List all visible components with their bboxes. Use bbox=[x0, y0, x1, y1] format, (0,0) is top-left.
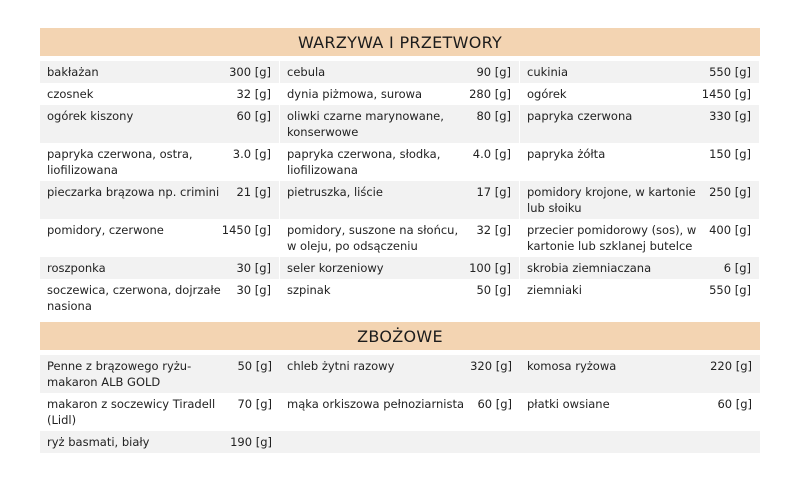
item-amount: 400 [g] bbox=[709, 223, 751, 237]
item-name: ryż basmati, biały bbox=[47, 435, 150, 449]
item-name: cukinia bbox=[527, 65, 568, 79]
item-name: chleb żytni razowy bbox=[287, 359, 395, 373]
item-name: dynia piżmowa, surowa bbox=[287, 87, 423, 101]
item-amount: 100 [g] bbox=[469, 261, 511, 275]
item-amount: 330 [g] bbox=[709, 109, 751, 123]
item-amount: 21 [g] bbox=[236, 185, 271, 199]
list-item bbox=[520, 61, 760, 83]
item-amount: 150 [g] bbox=[709, 147, 751, 161]
section-header-vegetables: WARZYWA I PRZETWORY bbox=[40, 28, 760, 56]
item-name: pomidory, czerwone bbox=[47, 223, 164, 237]
list-item bbox=[280, 143, 520, 181]
list-item bbox=[520, 181, 760, 219]
item-amount: 17 [g] bbox=[476, 185, 511, 199]
shopping-list bbox=[40, 28, 760, 458]
list-item bbox=[520, 143, 760, 181]
list-item bbox=[40, 257, 280, 279]
item-amount: 50 [g] bbox=[237, 359, 272, 373]
item-amount: 90 [g] bbox=[476, 65, 511, 79]
item-name: pomidory krojone, w kartonie lub słoiku bbox=[527, 185, 696, 215]
list-item bbox=[280, 61, 520, 83]
list-item bbox=[520, 257, 760, 279]
item-amount: 32 [g] bbox=[476, 223, 511, 237]
list-item bbox=[40, 355, 280, 393]
item-amount: 1450 [g] bbox=[221, 223, 271, 237]
item-amount: 1450 [g] bbox=[701, 87, 751, 101]
item-name: seler korzeniowy bbox=[287, 261, 384, 275]
list-item bbox=[280, 181, 520, 219]
list-item bbox=[40, 431, 280, 453]
list-item bbox=[280, 393, 520, 431]
item-name: oliwki czarne marynowane, konserwowe bbox=[287, 109, 444, 139]
item-amount: 280 [g] bbox=[469, 87, 511, 101]
list-item bbox=[280, 279, 520, 317]
list-item bbox=[40, 105, 280, 143]
item-amount: 30 [g] bbox=[236, 283, 271, 297]
item-amount: 300 [g] bbox=[229, 65, 271, 79]
list-item bbox=[280, 257, 520, 279]
list-item bbox=[280, 431, 520, 453]
list-item bbox=[280, 219, 520, 257]
item-amount: 6 [g] bbox=[723, 261, 751, 275]
item-amount: 50 [g] bbox=[476, 283, 511, 297]
list-item bbox=[520, 83, 760, 105]
item-amount: 60 [g] bbox=[717, 397, 752, 411]
list-item bbox=[40, 393, 280, 431]
item-name: płatki owsiane bbox=[527, 397, 610, 411]
item-name: komosa ryżowa bbox=[527, 359, 617, 373]
list-item bbox=[520, 105, 760, 143]
list-item bbox=[280, 83, 520, 105]
section-grid-grains bbox=[40, 355, 760, 453]
item-amount: 32 [g] bbox=[236, 87, 271, 101]
item-amount: 70 [g] bbox=[237, 397, 272, 411]
item-name: papryka czerwona, słodka, liofilizowana bbox=[287, 147, 441, 177]
item-name: mąka orkiszowa pełnoziarnista bbox=[287, 397, 465, 411]
item-amount: 220 [g] bbox=[710, 359, 752, 373]
list-item bbox=[40, 61, 280, 83]
item-amount: 250 [g] bbox=[709, 185, 751, 199]
list-item bbox=[40, 83, 280, 105]
item-amount: 3.0 [g] bbox=[232, 147, 271, 161]
item-amount: 550 [g] bbox=[709, 283, 751, 297]
list-item bbox=[40, 181, 280, 219]
list-item bbox=[280, 355, 520, 393]
item-amount: 60 [g] bbox=[236, 109, 271, 123]
item-name: skrobia ziemniaczana bbox=[527, 261, 652, 275]
item-name: bakłażan bbox=[47, 65, 99, 79]
item-name: szpinak bbox=[287, 283, 331, 297]
item-name: pieczarka brązowa np. crimini bbox=[47, 185, 220, 199]
section-header-grains: ZBOŻOWE bbox=[40, 322, 760, 350]
list-item bbox=[520, 219, 760, 257]
list-item bbox=[40, 143, 280, 181]
item-name: papryka czerwona bbox=[527, 109, 633, 123]
list-item bbox=[40, 219, 280, 257]
item-name: ogórek kiszony bbox=[47, 109, 134, 123]
item-name: przecier pomidorowy (sos), w kartonie lub szklanej butelce bbox=[527, 223, 697, 253]
item-name: soczewica, czerwona, dojrzałe nasiona bbox=[47, 283, 221, 313]
item-amount: 80 [g] bbox=[476, 109, 511, 123]
item-name: papryka czerwona, ostra, liofilizowana bbox=[47, 147, 193, 177]
item-name: makaron z soczewicy Tiradell (Lidl) bbox=[47, 397, 216, 427]
item-name: cebula bbox=[287, 65, 326, 79]
item-name: roszponka bbox=[47, 261, 106, 275]
list-item bbox=[520, 279, 760, 317]
item-amount: 30 [g] bbox=[236, 261, 271, 275]
item-name: czosnek bbox=[47, 87, 94, 101]
item-amount: 4.0 [g] bbox=[472, 147, 511, 161]
item-amount: 60 [g] bbox=[477, 397, 512, 411]
item-name: ogórek bbox=[527, 87, 567, 101]
item-name: pietruszka, liście bbox=[287, 185, 383, 199]
item-name: papryka żółta bbox=[527, 147, 606, 161]
list-item bbox=[520, 431, 760, 453]
item-name: pomidory, suszone na słońcu, w oleju, po odsączeniu bbox=[287, 223, 459, 253]
item-amount: 550 [g] bbox=[709, 65, 751, 79]
item-name: Penne z brązowego ryżu- makaron ALB GOLD bbox=[47, 359, 192, 389]
list-item bbox=[40, 279, 280, 317]
item-amount: 320 [g] bbox=[470, 359, 512, 373]
item-name: ziemniaki bbox=[527, 283, 582, 297]
list-item bbox=[520, 393, 760, 431]
section-grid-vegetables bbox=[40, 61, 760, 317]
list-item bbox=[280, 105, 520, 143]
list-item bbox=[520, 355, 760, 393]
item-amount: 190 [g] bbox=[230, 435, 272, 449]
